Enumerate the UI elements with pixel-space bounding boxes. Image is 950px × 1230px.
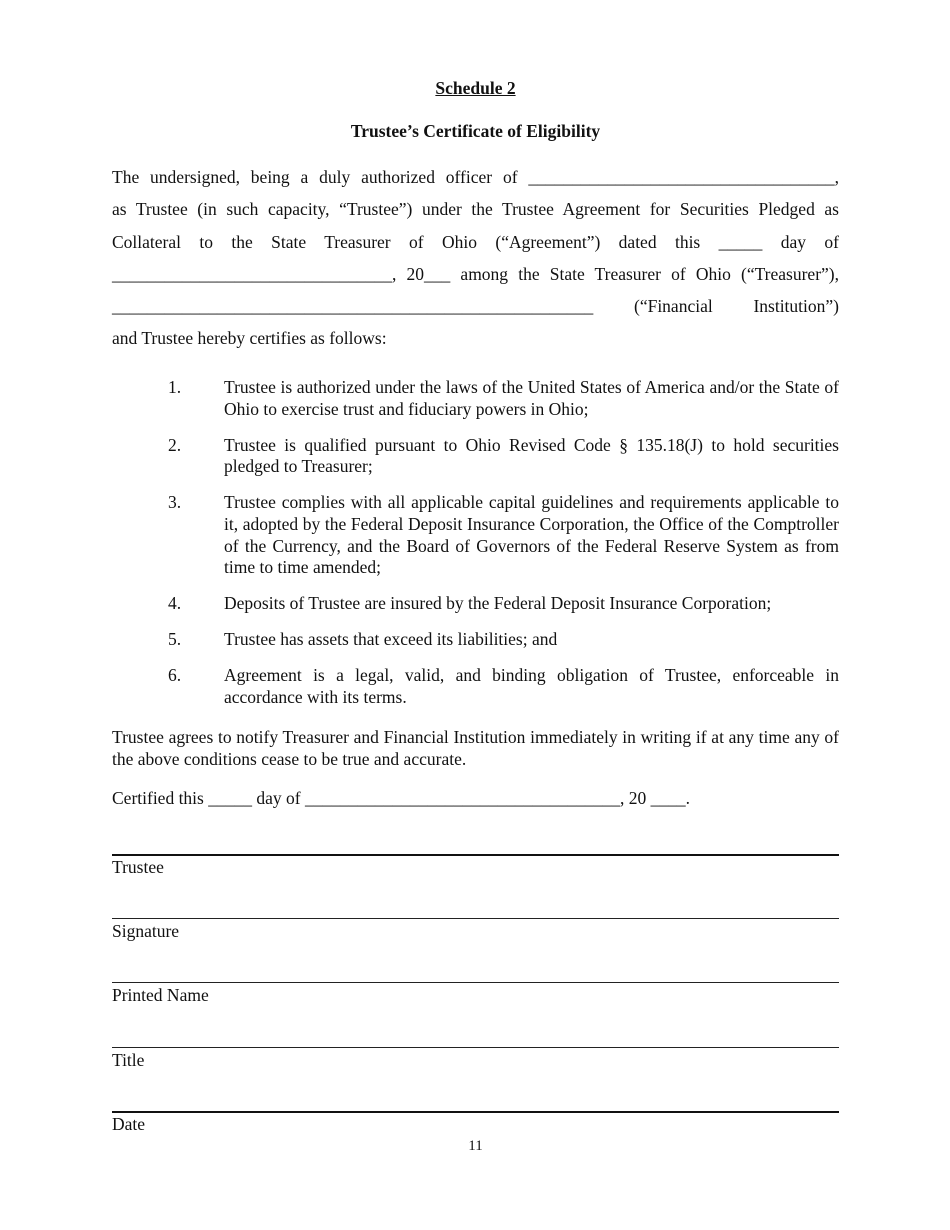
item-number: 5. xyxy=(168,629,182,650)
intro-line: ________________________________, 20___ among the State Treasurer of Ohio (“Treasurer”), xyxy=(112,263,839,284)
item-text: Trustee is authorized under the laws of the United States of America and/or the State of Ohio to exercise trust and fiduciary powers in Ohio; xyxy=(224,377,839,419)
document-page xyxy=(112,0,839,1230)
notify-paragraph: Trustee agrees to notify Treasurer and Financial Institution immediately in writing if at any time any of the above conditions cease to be true and accurate. xyxy=(112,727,839,769)
schedule-heading: Schedule 2 xyxy=(435,78,516,98)
certification-list xyxy=(112,377,839,723)
date-label: Date xyxy=(112,1114,146,1134)
intro-line: as Trustee (in such capacity, “Trustee”) under the Trustee Agreement for Securities Pledged as xyxy=(112,199,839,220)
intro-line: Collateral to the State Treasurer of Ohio (“Agreement”) dated this _____ day of xyxy=(112,231,839,252)
certified-line: Certified this _____ day of ____________________________________, 20 ____. xyxy=(112,788,690,808)
signature-line xyxy=(112,1111,839,1113)
title-label: Title xyxy=(112,1050,145,1070)
item-text: Deposits of Trustee are insured by the Federal Deposit Insurance Corporation; xyxy=(224,593,772,614)
date-row xyxy=(112,1111,839,1141)
list-item xyxy=(112,492,839,578)
item-number: 4. xyxy=(168,593,182,614)
list-item xyxy=(112,593,839,615)
intro-line: _______________________________________________________ (“Financial Institution”) xyxy=(112,296,839,317)
list-item xyxy=(112,377,839,420)
list-item xyxy=(112,665,839,708)
list-item xyxy=(112,629,839,651)
intro-paragraph xyxy=(112,161,839,355)
signature-line xyxy=(112,854,839,856)
certificate-title: Trustee’s Certificate of Eligibility xyxy=(350,121,601,141)
trustee-label: Trustee xyxy=(112,857,164,877)
item-number: 1. xyxy=(168,377,182,397)
item-text: Agreement is a legal, valid, and binding obligation of Trustee, enforceable in accordance with its terms. xyxy=(224,665,839,708)
item-number: 3. xyxy=(168,492,182,513)
item-number: 6. xyxy=(168,665,182,686)
title-row xyxy=(112,1047,839,1077)
list-item xyxy=(112,435,839,478)
signature-row xyxy=(112,918,839,948)
printed-name-label: Printed Name xyxy=(112,985,209,1005)
intro-line: and Trustee hereby certifies as follows: xyxy=(112,328,387,349)
signature-label: Signature xyxy=(112,921,180,941)
signature-line xyxy=(112,1047,839,1048)
trustee-signature-row xyxy=(112,854,839,884)
item-text: Trustee complies with all applicable capital guidelines and requirements applicable to it, adopted by the Federal Deposit Insurance Corporation, the Office of the Comptroller of the Currency, and the Board of Governors of the Federal Reserve System as from time to time amended; xyxy=(224,492,839,578)
signature-line xyxy=(112,982,839,983)
printed-name-row xyxy=(112,982,839,1012)
signature-line xyxy=(112,918,839,919)
item-number: 2. xyxy=(168,434,182,455)
intro-line: The undersigned, being a duly authorized officer of ___________________________________, xyxy=(112,167,839,187)
page-number: 11 xyxy=(468,1138,483,1154)
item-text: Trustee has assets that exceed its liabilities; and xyxy=(224,629,558,650)
item-text: Trustee is qualified pursuant to Ohio Revised Code § 135.18(J) to hold securities pledged to Treasurer; xyxy=(224,434,839,477)
